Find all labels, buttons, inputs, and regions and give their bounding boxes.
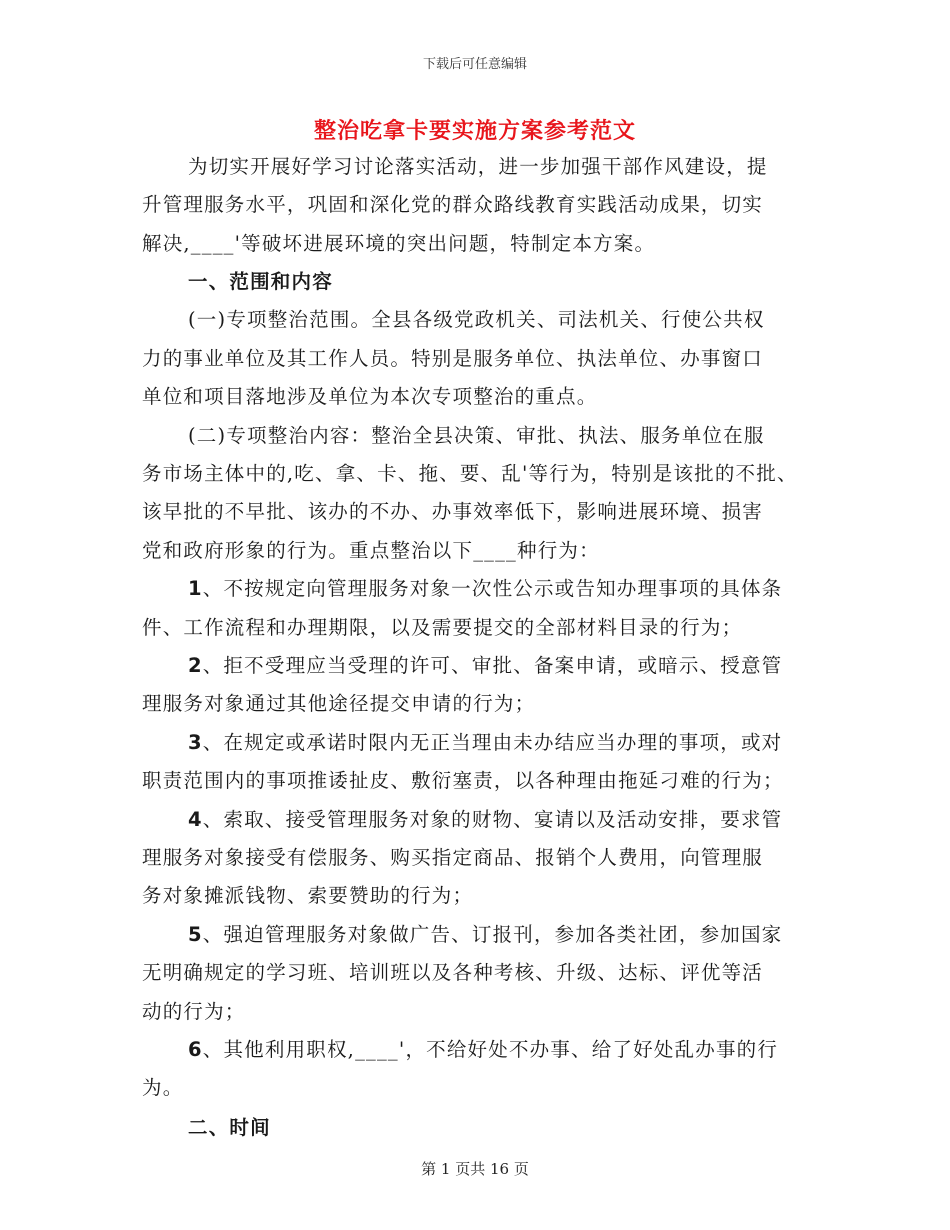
paragraph-line: 解决,____'等破坏进展环境的突出问题，特制定本方案。 [142,232,656,255]
paragraph-line: 务市场主体中的,吃、拿、卡、拖、要、乱'等行为，特别是该批的不批、 [142,462,798,485]
item-number: 2 [188,654,203,677]
item-number: 1 [188,577,203,600]
paragraph-line: (一)专项整治范围。全县各级党政机关、司法机关、行使公共权 [188,308,765,331]
section-heading: 一、范围和内容 [188,270,333,293]
document-title: 整治吃拿卡要实施方案参考范文 [313,118,636,144]
list-item-line: 3、在规定或承诺时限内无正当理由未办结应当办理的事项，或对 [188,731,783,754]
list-item-line: 务对象摊派钱物、索要赞助的行为； [142,884,474,907]
list-item-line: 动的行为； [142,1000,246,1023]
paragraph-line: 单位和项目落地涉及单位为本次专项整治的重点。 [142,385,598,408]
list-item-line: 为。 [142,1076,184,1099]
paragraph-line: 力的事业单位及其工作人员。特别是服务单位、执法单位、办事窗口 [142,347,764,370]
list-item-line: 6、其他利用职权,____'，不给好处不办事、给了好处乱办事的行 [188,1038,779,1061]
list-item-line: 无明确规定的学习班、培训班以及各种考核、升级、达标、评优等活 [142,961,764,984]
section-heading: 二、时间 [188,1116,271,1139]
list-item-line: 4、索取、接受管理服务对象的财物、宴请以及活动安排，要求管 [188,808,783,831]
paragraph-line: 升管理服务水平，巩固和深化党的群众路线教育实践活动成果，切实 [142,193,764,216]
item-number: 3 [188,731,203,754]
list-item-line: 2、拒不受理应当受理的许可、审批、备案申请，或暗示、授意管 [188,654,783,677]
page-footer: 第 1 页共 16 页 [421,1160,529,1178]
list-item-line: 5、强迫管理服务对象做广告、订报刊，参加各类社团，参加国家 [188,923,783,946]
paragraph-line: 党和政府形象的行为。重点整治以下____种行为： [142,539,600,562]
item-number: 4 [188,808,203,831]
list-item-line: 职责范围内的事项推诿扯皮、敷衍塞责，以各种理由拖延刁难的行为； [142,769,784,792]
item-number: 5 [188,923,203,946]
list-item-line: 1、不按规定向管理服务对象一次性公示或告知办理事项的具体条 [188,577,783,600]
list-item-line: 理服务对象接受有偿服务、购买指定商品、报销个人费用，向管理服 [142,846,764,869]
item-number: 6 [188,1038,203,1061]
paragraph-line: 为切实开展好学习讨论落实活动，进一步加强干部作风建设，提 [188,155,768,178]
paragraph-line: (二)专项整治内容：整治全县决策、审批、执法、服务单位在服 [188,424,765,447]
list-item-line: 件、工作流程和办理期限，以及需要提交的全部材料目录的行为； [142,616,743,639]
paragraph-line: 该早批的不早批、该办的不办、办事效率低下，影响进展环境、损害 [142,500,764,523]
list-item-line: 理服务对象通过其他途径提交申请的行为； [142,692,536,715]
page-header-note: 下载后可任意编辑 [422,57,527,72]
